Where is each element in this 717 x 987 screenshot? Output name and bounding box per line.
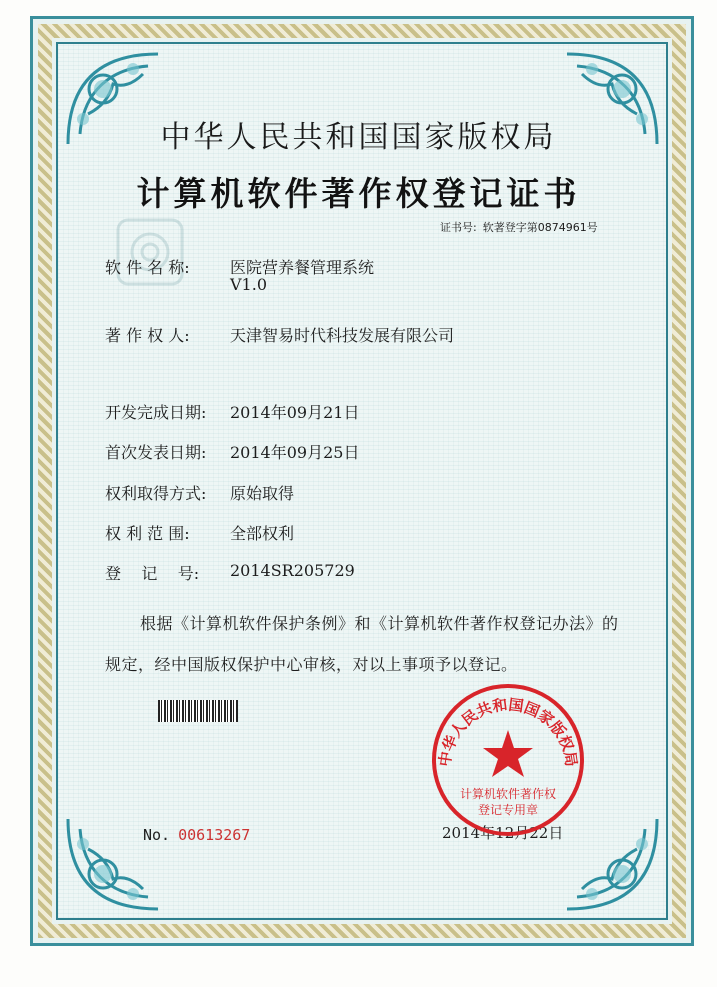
barcode — [158, 700, 238, 722]
field-copyright-owner — [105, 323, 455, 346]
field-label: 著 作 权 人: — [105, 326, 190, 345]
field-value: 医院营养餐管理系统 — [230, 258, 375, 277]
official-seal — [428, 680, 588, 840]
field-value: 原始取得 — [230, 484, 295, 503]
seal-ring-text: 中华人民共和国国家版权局 — [435, 695, 581, 768]
seal-line2: 登记专用章 — [477, 803, 539, 817]
certificate-number — [440, 219, 598, 235]
field-value: 2014年09月21日 — [230, 403, 360, 422]
seal-star-icon — [483, 730, 533, 777]
field-label: 权利取得方式: — [105, 484, 207, 503]
watermark-emblem — [110, 212, 190, 292]
field-label: 登 记 号: — [105, 564, 200, 583]
field-acquisition-method — [105, 481, 295, 504]
field-rights-scope — [105, 521, 295, 544]
field-value-version: V1.0 — [230, 275, 267, 294]
certificate-number-value: 软著登字第0874961号 — [482, 221, 598, 234]
serial-number — [143, 826, 250, 844]
field-label: 开发完成日期: — [105, 403, 207, 422]
certificate-number-label: 证书号: — [440, 221, 477, 234]
field-value: 2014SR205729 — [230, 561, 355, 580]
field-value: 天津智易时代科技发展有限公司 — [230, 326, 455, 345]
issue-date: 2014年12月22日 — [442, 824, 564, 842]
field-software-name — [105, 255, 375, 294]
field-value: 全部权利 — [230, 524, 295, 543]
field-completion-date — [105, 400, 360, 423]
field-registration-number — [105, 561, 355, 584]
certificate-title: 计算机软件著作权登记证书 — [136, 174, 581, 213]
body-text-line1: 根据《计算机软件保护条例》和《计算机软件著作权登记办法》的 — [140, 614, 619, 633]
issuer-title: 中华人民共和国国家版权局 — [160, 120, 557, 155]
field-label: 软 件 名 称: — [105, 258, 190, 277]
field-publish-date — [105, 440, 360, 463]
seal-line1: 计算机软件著作权 — [459, 787, 557, 801]
serial-label: No. — [143, 826, 171, 844]
field-label: 首次发表日期: — [105, 443, 207, 462]
serial-value: 00613267 — [178, 826, 251, 844]
field-label: 权 利 范 围: — [105, 524, 190, 543]
field-value: 2014年09月25日 — [230, 443, 360, 462]
body-text-line2: 规定，经中国版权保护中心审核，对以上事项予以登记。 — [105, 655, 518, 674]
